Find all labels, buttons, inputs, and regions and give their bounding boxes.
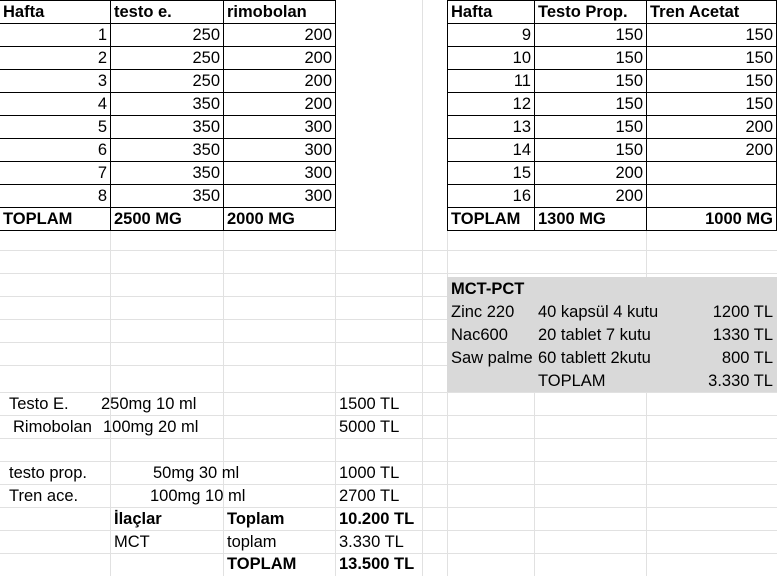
table-cell[interactable]: 200: [304, 72, 332, 90]
drug-name[interactable]: Tren ace.: [9, 487, 79, 505]
table-cell[interactable]: 350: [192, 187, 220, 205]
summary-label[interactable]: toplam: [227, 533, 277, 551]
table-cell[interactable]: 3: [97, 72, 107, 90]
table-cell[interactable]: 350: [192, 141, 220, 159]
gridline: [422, 0, 423, 576]
total-cell[interactable]: 1000 MG: [705, 210, 773, 228]
table-cell[interactable]: 7: [97, 164, 107, 182]
table-cell[interactable]: 11: [513, 72, 531, 90]
table-cell[interactable]: 150: [615, 141, 643, 159]
table-cell[interactable]: 150: [615, 118, 643, 136]
table-cell[interactable]: 150: [745, 26, 773, 44]
table-cell[interactable]: 350: [192, 95, 220, 113]
table-cell[interactable]: 16: [512, 187, 531, 205]
table-cell[interactable]: 8: [97, 187, 107, 205]
summary-value[interactable]: 3.330 TL: [339, 533, 404, 551]
table-cell[interactable]: 200: [304, 49, 332, 67]
drug-name[interactable]: testo prop.: [9, 464, 87, 482]
gridline: [534, 392, 535, 576]
drug-price[interactable]: 1500 TL: [339, 395, 400, 413]
table-cell[interactable]: 150: [745, 72, 773, 90]
table-cell[interactable]: 150: [615, 95, 643, 113]
summary-label[interactable]: MCT: [114, 533, 150, 551]
table-cell[interactable]: 10: [512, 49, 531, 67]
header-cell[interactable]: Testo Prop.: [538, 3, 628, 21]
mct-item-desc[interactable]: 60 tablett 2kutu: [538, 349, 651, 367]
total-cell[interactable]: 2000 MG: [227, 210, 295, 228]
mct-item-name[interactable]: Saw palme: [451, 349, 533, 367]
table-cell[interactable]: [647, 162, 776, 185]
total-cell[interactable]: 2500 MG: [114, 210, 182, 228]
table-cell[interactable]: 200: [745, 141, 773, 159]
mct-item-price[interactable]: 1330 TL: [712, 326, 773, 344]
table-cell[interactable]: 12: [512, 95, 531, 113]
table-cell[interactable]: 1: [97, 26, 107, 44]
table-cell[interactable]: 250: [192, 26, 220, 44]
table-cell[interactable]: 6: [97, 141, 107, 159]
table-cell[interactable]: 4: [97, 95, 107, 113]
gridline: [0, 250, 777, 251]
header-cell[interactable]: Hafta: [3, 3, 45, 21]
table-cell[interactable]: 200: [745, 118, 773, 136]
table-cell[interactable]: 150: [745, 95, 773, 113]
header-cell[interactable]: Tren Acetat: [650, 3, 740, 21]
drug-price[interactable]: 5000 TL: [339, 418, 400, 436]
table-cell[interactable]: 250: [192, 72, 220, 90]
table-cell[interactable]: 14: [512, 141, 531, 159]
summary-label[interactable]: İlaçlar: [114, 510, 162, 528]
drug-price[interactable]: 2700 TL: [339, 487, 400, 505]
drug-dose[interactable]: 100mg 20 ml: [103, 418, 199, 436]
summary-label[interactable]: Toplam: [227, 510, 285, 528]
total-label[interactable]: TOPLAM: [3, 210, 73, 228]
table-cell[interactable]: 150: [615, 72, 643, 90]
mct-item-price[interactable]: 800 TL: [721, 349, 773, 367]
header-cell[interactable]: Hafta: [451, 3, 493, 21]
drug-name[interactable]: Rimobolan: [13, 418, 92, 436]
total-label[interactable]: TOPLAM: [451, 210, 521, 228]
summary-value[interactable]: 10.200 TL: [339, 510, 415, 528]
table-cell[interactable]: [647, 185, 776, 208]
drug-dose[interactable]: 50mg 30 ml: [153, 464, 240, 482]
header-cell[interactable]: rimobolan: [227, 3, 307, 21]
table-cell[interactable]: 350: [192, 164, 220, 182]
mct-item-name[interactable]: Zinc 220: [451, 303, 515, 321]
mct-total-value[interactable]: 3.330 TL: [708, 372, 773, 390]
table-cell[interactable]: 5: [97, 118, 107, 136]
table-border: [335, 0, 336, 231]
mct-total-label[interactable]: TOPLAM: [538, 372, 606, 390]
drug-name[interactable]: Testo E.: [9, 395, 69, 413]
drug-price[interactable]: 1000 TL: [339, 464, 400, 482]
table-cell[interactable]: 300: [304, 141, 332, 159]
table-cell[interactable]: 150: [615, 26, 643, 44]
table-cell[interactable]: 200: [304, 26, 332, 44]
table-cell[interactable]: 9: [521, 26, 531, 44]
summary-label[interactable]: TOPLAM: [227, 555, 297, 573]
mct-item-price[interactable]: 1200 TL: [712, 303, 773, 321]
mct-item-desc[interactable]: 20 tablet 7 kutu: [538, 326, 651, 344]
table-cell[interactable]: 200: [615, 164, 643, 182]
header-cell[interactable]: testo e.: [114, 3, 172, 21]
table-cell[interactable]: 200: [615, 187, 643, 205]
table-cell[interactable]: 15: [512, 164, 531, 182]
mct-item-desc[interactable]: 40 kapsül 4 kutu: [538, 303, 659, 321]
total-cell[interactable]: 1300 MG: [538, 210, 606, 228]
mct-title[interactable]: MCT-PCT: [451, 280, 525, 298]
table-cell[interactable]: 250: [192, 49, 220, 67]
drug-dose[interactable]: 250mg 10 ml: [101, 395, 197, 413]
mct-item-name[interactable]: Nac600: [451, 326, 508, 344]
drug-dose[interactable]: 100mg 10 ml: [150, 487, 246, 505]
table-cell[interactable]: 300: [304, 187, 332, 205]
gridline: [0, 273, 777, 274]
summary-value[interactable]: 13.500 TL: [339, 555, 415, 573]
table-cell[interactable]: 300: [304, 118, 332, 136]
table-cell[interactable]: 300: [304, 164, 332, 182]
table-cell[interactable]: 150: [615, 49, 643, 67]
table-cell[interactable]: 200: [304, 95, 332, 113]
table-cell[interactable]: 350: [192, 118, 220, 136]
table-cell[interactable]: 2: [97, 49, 107, 67]
table-cell[interactable]: 150: [745, 49, 773, 67]
table-cell[interactable]: 13: [512, 118, 531, 136]
